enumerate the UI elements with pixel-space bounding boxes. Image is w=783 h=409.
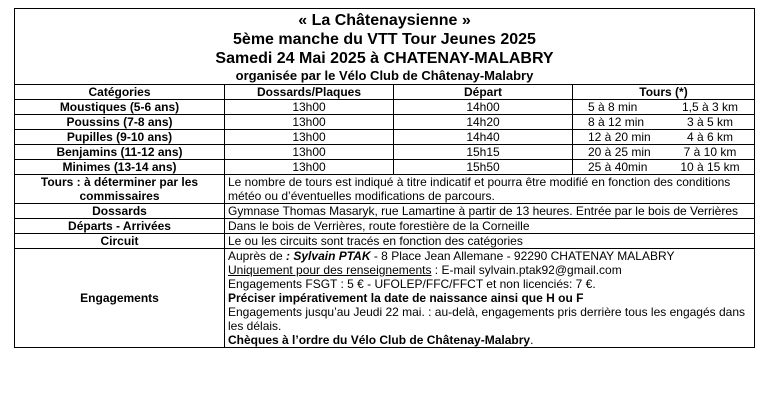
engagements-email: Uniquement pour des renseignements : E-mail sylvain.ptak92@gmail.com <box>228 263 622 277</box>
info-row-tours <box>15 175 755 204</box>
tour-distance: 1,5 à 3 km <box>681 100 739 114</box>
event-date-location: Samedi 24 Mai 2025 à CHATENAY-MALABRY <box>215 50 554 67</box>
category-cell: Poussins (7-8 ans) <box>15 115 225 130</box>
dossards-time: 13h00 <box>225 100 394 115</box>
dossards-text: Gymnase Thomas Masaryk, rue Lamartine à partir de 13 heures. Entrée par le bois de Verrières <box>225 204 755 219</box>
dossards-label: Dossards <box>15 204 225 219</box>
event-sheet <box>14 8 754 348</box>
info-row-dossards <box>15 204 755 219</box>
engagements-text <box>225 249 755 348</box>
tour-duration: 5 à 8 min <box>588 100 638 114</box>
engagements-cheques: Chèques à l’ordre du Vélo Club de Châtenay-Malabry. <box>228 333 534 347</box>
engagements-fees: Engagements FSGT : 5 € - UFOLEP/FFC/FFCT et non licenciés: 7 €. <box>228 277 596 291</box>
header-row <box>15 9 755 85</box>
col-header-depart: Départ <box>394 85 573 100</box>
event-organizer: organisée par le Vélo Club de Châtenay-Malabry <box>235 68 534 83</box>
depart-time: 15h50 <box>394 160 573 175</box>
info-row-engagements <box>15 249 755 348</box>
category-cell: Moustiques (5-6 ans) <box>15 100 225 115</box>
info-row-circuit <box>15 234 755 249</box>
tour-distance: 10 à 15 km <box>680 160 740 174</box>
dossards-time: 13h00 <box>225 145 394 160</box>
col-header-categories: Catégories <box>15 85 225 100</box>
engagements-deadline: Engagements jusqu’au Jeudi 22 mai. : au-delà, engagements pris derrière tous les engagés dans les délais. <box>228 305 745 333</box>
info-row-departs <box>15 219 755 234</box>
tour-distance: 4 à 6 km <box>686 130 734 144</box>
departs-label: Départs - Arrivées <box>15 219 225 234</box>
category-cell: Benjamins (11-12 ans) <box>15 145 225 160</box>
tours-label: Tours : à déterminer par les commissaires <box>15 175 225 204</box>
dossards-time: 13h00 <box>225 130 394 145</box>
table-row <box>15 145 755 160</box>
circuit-text: Le ou les circuits sont tracés en fonction des catégories <box>225 234 755 249</box>
tour-duration: 20 à 25 min <box>588 145 651 159</box>
tours-text: Le nombre de tours est indiqué à titre indicatif et pourra être modifié en fonction des conditions météo ou d’éventuelles modifications de parcours. <box>225 175 755 204</box>
engagements-birthdate-note: Préciser impérativement la date de naissance ainsi que H ou F <box>228 291 584 305</box>
dossards-time: 13h00 <box>225 115 394 130</box>
tours-cell <box>573 100 755 115</box>
column-header-row <box>15 85 755 100</box>
event-table <box>14 8 755 348</box>
col-header-tours: Tours (*) <box>573 85 755 100</box>
table-row <box>15 160 755 175</box>
tours-cell <box>573 160 755 175</box>
engagements-label: Engagements <box>15 249 225 348</box>
dossards-time: 13h00 <box>225 160 394 175</box>
event-header <box>15 9 755 85</box>
tour-duration: 25 à 40min <box>588 160 648 174</box>
depart-time: 14h00 <box>394 100 573 115</box>
col-header-dossards: Dossards/Plaques <box>225 85 394 100</box>
table-row <box>15 130 755 145</box>
tour-duration: 8 à 12 min <box>588 115 645 129</box>
tours-cell <box>573 130 755 145</box>
contact-name: : Sylvain PTAK <box>286 249 371 263</box>
tours-cell <box>573 115 755 130</box>
tour-distance: 7 à 10 km <box>683 145 737 159</box>
table-row <box>15 115 755 130</box>
depart-time: 14h20 <box>394 115 573 130</box>
category-cell: Minimes (13-14 ans) <box>15 160 225 175</box>
tour-distance: 3 à 5 km <box>686 115 734 129</box>
depart-time: 14h40 <box>394 130 573 145</box>
table-row <box>15 100 755 115</box>
category-cell: Pupilles (9-10 ans) <box>15 130 225 145</box>
event-name: « La Châtenaysienne » <box>298 12 471 29</box>
tour-duration: 12 à 20 min <box>588 130 651 144</box>
departs-text: Dans le bois de Verrières, route forestière de la Corneille <box>225 219 755 234</box>
depart-time: 15h15 <box>394 145 573 160</box>
event-subtitle: 5ème manche du VTT Tour Jeunes 2025 <box>233 31 536 48</box>
circuit-label: Circuit <box>15 234 225 249</box>
tours-cell <box>573 145 755 160</box>
engagements-contact: Auprès de : Sylvain PTAK - 8 Place Jean Allemane - 92290 CHATENAY MALABRY <box>228 249 675 263</box>
